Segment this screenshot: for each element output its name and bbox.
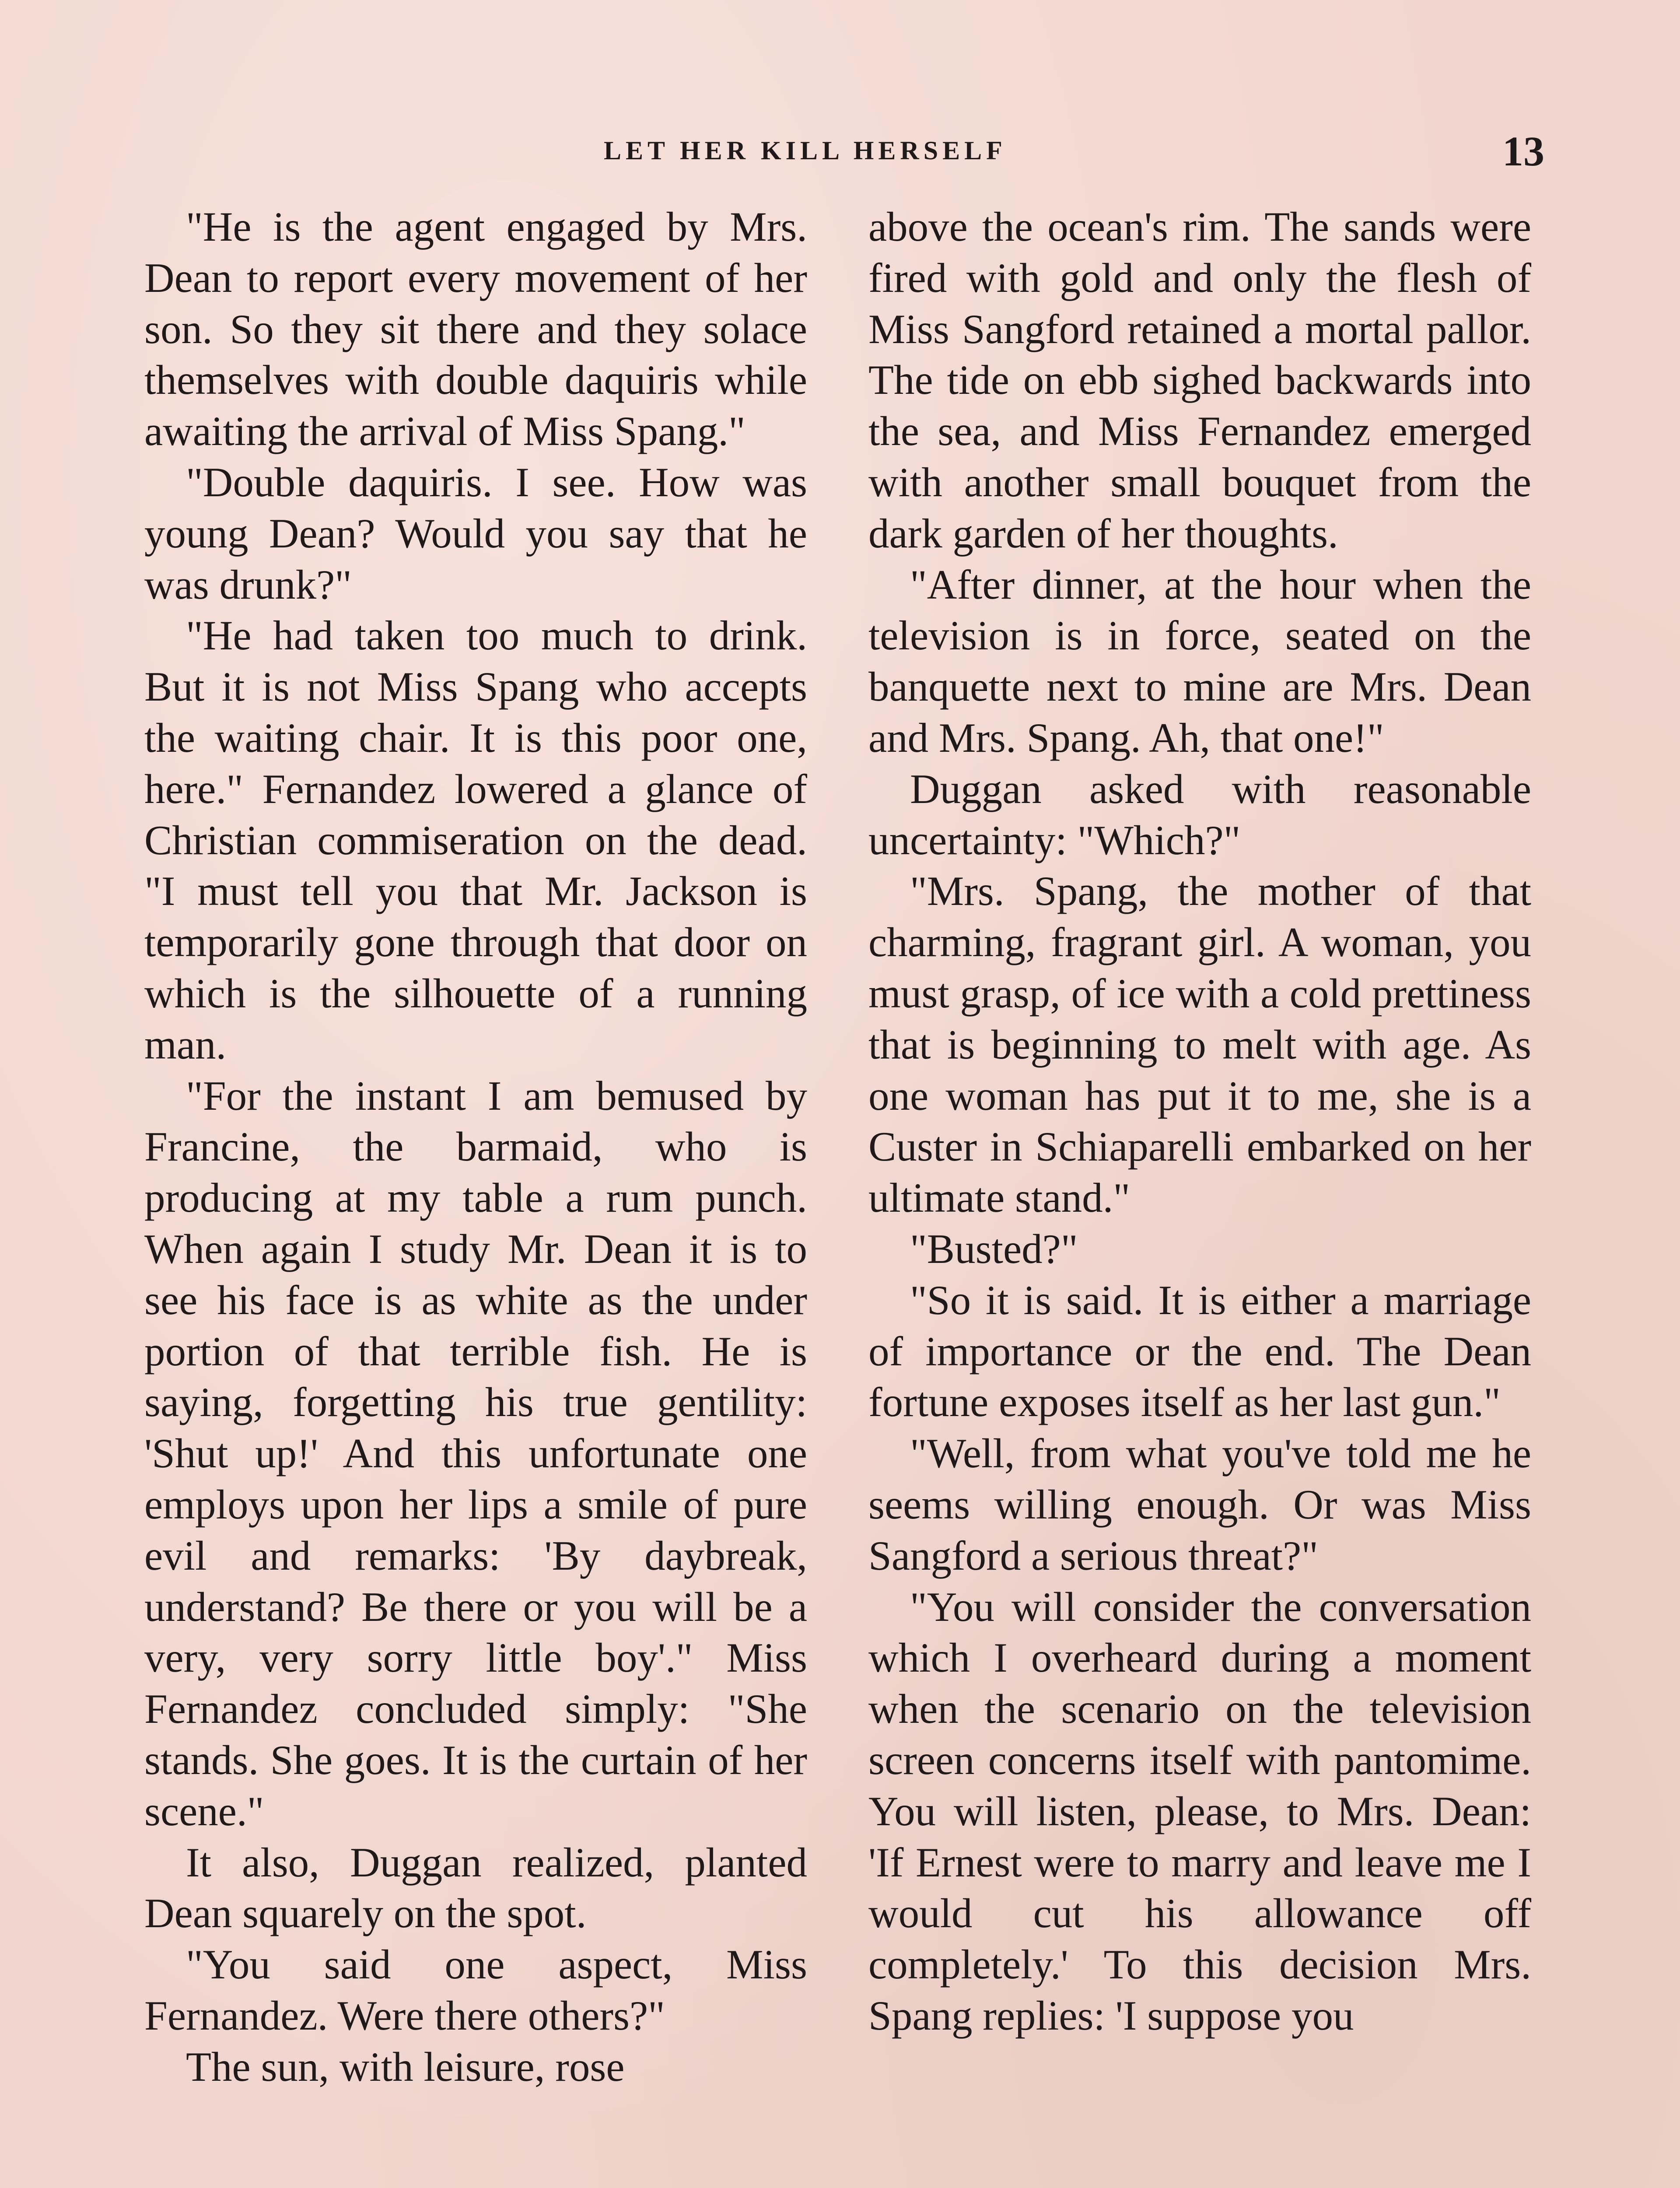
running-title: LET HER KILL HERSELF [604, 136, 1007, 165]
paragraph: above the ocean's rim. The sands were fired with gold and only the flesh of Miss Sangford retained a mortal pallor. The tide on ebb sighed backwards into the sea, and Miss Fernandez emerged with another small bouquet from the dark garden of her thoughts. [868, 203, 1531, 557]
page-header [144, 127, 1544, 179]
paragraph: "Double daquiris. I see. How was young Dean? Would you say that he was drunk?" [144, 459, 807, 608]
right-column [868, 201, 1531, 2188]
paragraph: "He is the agent engaged by Mrs. Dean to report every movement of her son. So they sit there and they solace themselves with double daquiris while awaiting the arrival of Miss Spang." [144, 203, 807, 455]
paragraph: It also, Duggan realized, planted Dean squarely on the spot. [144, 1839, 807, 1937]
paragraph: "He had taken too much to drink. But it is not Miss Spang who accepts the waiting chair. It is this poor one, here." Fernandez lowered a glance of Christian commiseration on the dead. "I must tell you that Mr. Jackson is temporarily gone through that door on which is the silhouette of a running man. [144, 612, 807, 1068]
paragraph: "So it is said. It is either a marriage of importance or the end. The Dean fortune exposes itself as her last gun." [868, 1276, 1531, 1426]
paragraph: The sun, with leisure, rose [186, 2043, 625, 2090]
paragraph: "You will consider the conversation which I overheard during a moment when the scenario on the television screen concerns itself with pantomime. You will listen, please, to Mrs. Dean: 'If Ernest were to marry and leave me I would cut his allowance off completely.' To this decision Mrs. Spang replies: 'I suppose you [868, 1583, 1531, 2039]
paragraph: Duggan asked with reasonable uncertainty: "Which?" [868, 765, 1531, 863]
paragraph: "After dinner, at the hour when the television is in force, seated on the banquette next to mine are Mrs. Dean and Mrs. Spang. Ah, that one!" [868, 561, 1531, 761]
paragraph: "For the instant I am bemused by Francine, the barmaid, who is producing at my table a rum punch. When again I study Mr. Dean it is to see his face is as white as the under portion of that terrible fish. He is saying, forgetting his true gentility: 'Shut up!' And this unfortunate one employs upon her lips a smile of pure evil and remarks: 'By daybreak, understand? Be there or you will be a very, very sorry little boy'." Miss Fernandez concluded simply: "She stands. She goes. It is the curtain of her scene." [144, 1072, 807, 1834]
paragraph: "Well, from what you've told me he seems willing enough. Or was Miss Sangford a serious threat?" [868, 1430, 1531, 1579]
paragraph: "You said one aspect, Miss Fernandez. Were there others?" [144, 1941, 807, 2039]
paragraph: "Mrs. Spang, the mother of that charming, fragrant girl. A woman, you must grasp, of ice with a cold prettiness that is beginning to melt with age. As one woman has put it to me, she is a Custer in Schiaparelli embarked on her ultimate stand." [868, 868, 1531, 1221]
paragraph: "Busted?" [910, 1225, 1078, 1272]
left-column [144, 201, 807, 2188]
page-number: 13 [1502, 128, 1544, 175]
